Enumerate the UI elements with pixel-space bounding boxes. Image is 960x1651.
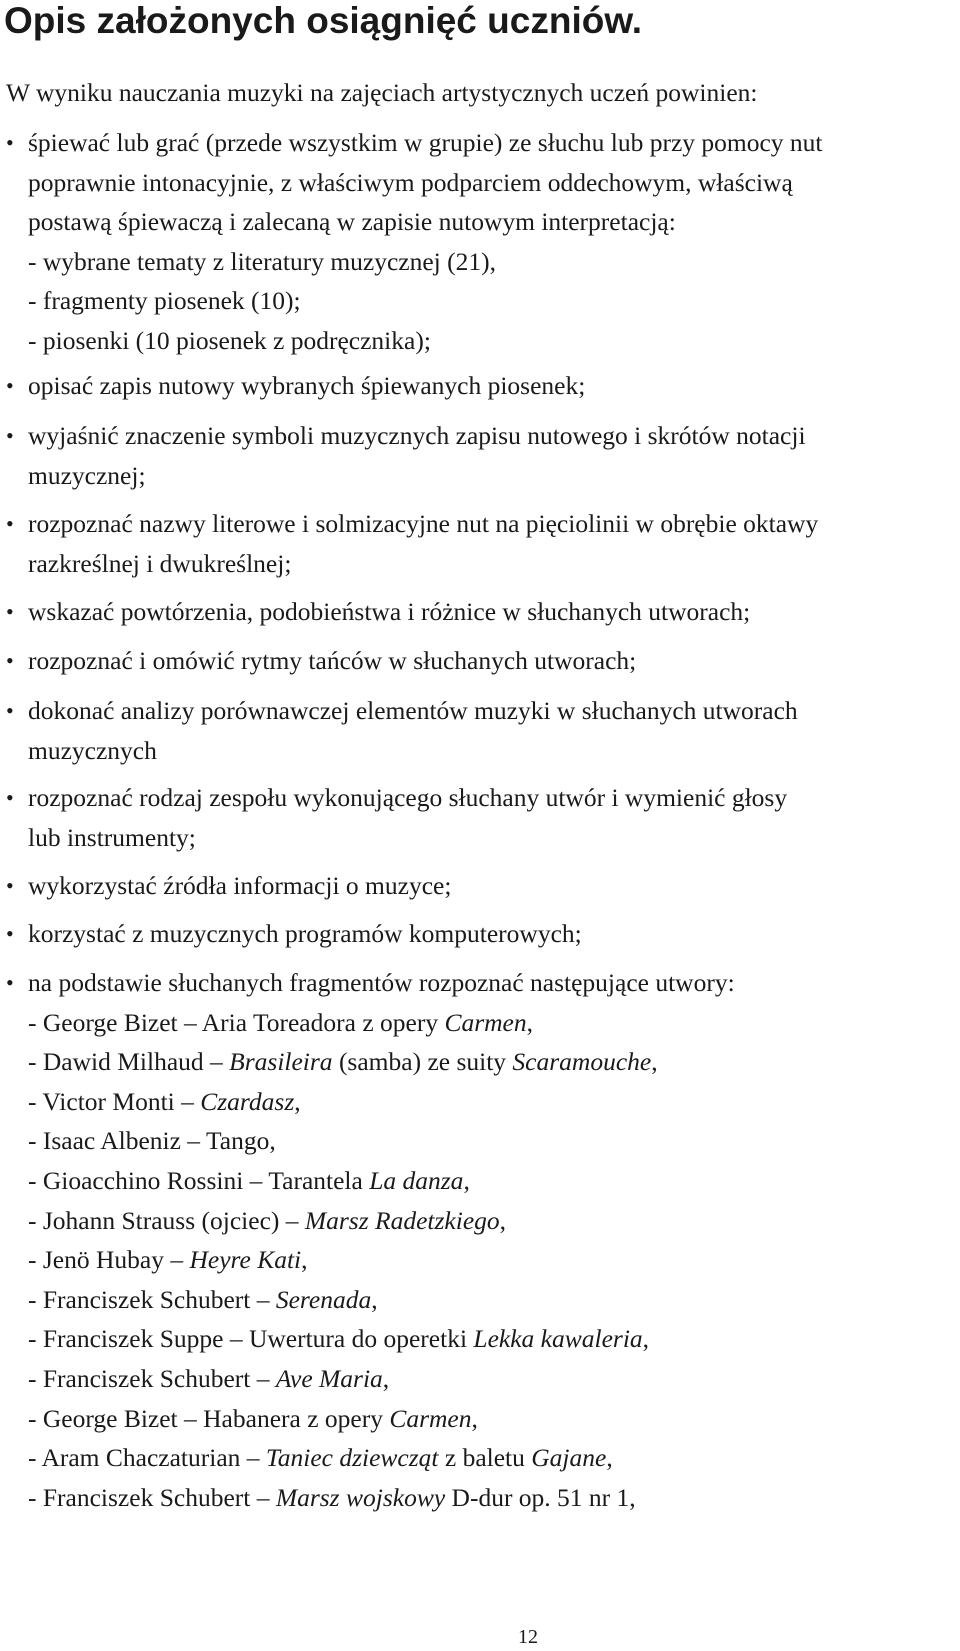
text-segment: , <box>463 1166 470 1195</box>
italic-title-text: Gajane <box>531 1443 607 1473</box>
text-segment: , <box>499 1205 507 1235</box>
bullet-icon: • <box>6 970 14 995</box>
list-item-line <box>28 241 496 283</box>
list-item-line <box>28 503 818 545</box>
text-segment: - Franciszek Suppe – Uwertura do operetki <box>28 1324 474 1354</box>
list-item-line <box>28 777 787 819</box>
text-segment: - wybrane tematy z literatury muzycznej (21), <box>28 246 497 276</box>
text-segment: , <box>371 1284 378 1314</box>
text-segment: muzycznych <box>28 735 157 765</box>
list-item-line <box>28 1398 478 1440</box>
text-segment: , <box>606 1443 613 1473</box>
list-item-line <box>28 690 798 732</box>
list-item-line <box>28 543 291 585</box>
list-item-line <box>28 1002 533 1044</box>
text-segment: - piosenki (10 piosenek z podręcznika); <box>28 326 431 355</box>
text-segment: (samba) ze suity <box>332 1047 513 1077</box>
list-item-line <box>28 817 196 859</box>
text-segment: - fragmenty piosenek (10); <box>28 286 301 316</box>
page-title: Opis założonych osiągnięć uczniów. <box>4 0 643 41</box>
text-segment: - George Bizet – Aria Toreadora z opery <box>28 1007 445 1037</box>
text-segment: korzystać z muzycznych programów komputerowych; <box>28 919 582 948</box>
italic-title-text: Marsz Radetzkiego <box>304 1205 500 1235</box>
list-item-line <box>28 1437 613 1479</box>
bullet-icon: • <box>6 511 14 536</box>
list-item-line <box>28 1081 301 1123</box>
list-item-line <box>28 455 146 497</box>
text-segment: na podstawie słuchanych fragmentów rozpoznać następujące utwory: <box>28 968 735 997</box>
list-item-line <box>28 962 735 1004</box>
text-segment: - Aram Chaczaturian – <box>28 1443 266 1473</box>
text-segment: D-dur op. 51 nr 1, <box>445 1482 636 1512</box>
text-segment: - George Bizet – Habanera z opery <box>28 1403 390 1433</box>
text-segment: wykorzystać źródła informacji o muzyce; <box>28 871 452 900</box>
italic-title-text: La danza <box>369 1166 464 1195</box>
page-number: 12 <box>518 1626 538 1648</box>
list-item-line <box>28 162 793 204</box>
text-segment: rozpoznać i omówić rytmy tańców w słuchanych utworach; <box>28 646 637 675</box>
bullet-icon: • <box>6 648 14 673</box>
text-segment: razkreślnej i dwukreślnej; <box>28 548 292 578</box>
bullet-icon: • <box>6 873 14 898</box>
list-item-line <box>28 1279 378 1321</box>
list-item-line <box>28 415 806 457</box>
list-item-line <box>28 201 676 243</box>
italic-title-text: Serenada <box>275 1284 372 1314</box>
italic-title-text: Czardasz <box>200 1086 295 1116</box>
bullet-icon: • <box>6 373 14 398</box>
list-item-line <box>28 730 157 772</box>
text-segment: - Dawid Milhaud – <box>28 1047 230 1077</box>
text-segment: - Franciszek Schubert – <box>28 1364 276 1393</box>
text-segment: - Franciszek Schubert – <box>28 1284 276 1314</box>
text-segment: , <box>526 1007 533 1037</box>
list-item-line <box>28 1477 636 1519</box>
bullet-icon: • <box>6 599 14 624</box>
text-segment: - Gioacchino Rossini – Tarantela <box>28 1166 370 1195</box>
text-segment: opisać zapis nutowy wybranych śpiewanych piosenek; <box>28 371 586 400</box>
italic-title-text: Ave Maria <box>275 1364 383 1393</box>
list-item-line <box>28 1318 649 1360</box>
list-item-line <box>28 1358 389 1400</box>
list-item-line <box>28 1160 470 1202</box>
text-segment: dokonać analizy porównawczej elementów muzyki w słuchanych utworach <box>28 696 798 725</box>
text-segment: lub instrumenty; <box>28 822 196 852</box>
list-item-line <box>28 913 582 955</box>
text-segment: - Victor Monti – <box>28 1086 201 1116</box>
text-segment: rozpoznać nazwy literowe i solmizacyjne nut na pięciolinii w obrębie oktawy <box>28 509 819 538</box>
text-segment: - Isaac Albeniz – Tango, <box>28 1126 276 1156</box>
list-item-line <box>28 591 750 633</box>
italic-title-text: Carmen <box>444 1007 527 1037</box>
text-segment: - Johann Strauss (ojciec) – <box>28 1205 305 1235</box>
list-item-line <box>28 1041 658 1083</box>
bullet-icon: • <box>6 130 14 155</box>
text-segment: , <box>471 1403 478 1433</box>
text-segment: wskazać powtórzenia, podobieństwa i różnice w słuchanych utworach; <box>28 597 751 626</box>
bullet-icon: • <box>6 698 14 723</box>
list-item-line <box>28 122 823 164</box>
text-segment: wyjaśnić znaczenie symboli muzycznych zapisu nutowego i skrótów notacji <box>28 421 806 450</box>
text-segment: , <box>642 1324 650 1354</box>
italic-title-text: Marsz wojskowy <box>275 1482 446 1512</box>
list-item-line <box>28 865 451 907</box>
text-segment: z baletu <box>438 1443 532 1473</box>
text-segment: poprawnie intonacyjnie, z właściwym podparciem oddechowym, właściwą <box>28 167 793 197</box>
text-segment: - Jenö Hubay – <box>28 1245 190 1275</box>
list-item-line <box>28 280 301 322</box>
text-segment: śpiewać lub grać (przede wszystkim w grupie) ze słuchu lub przy pomocy nut <box>28 128 823 157</box>
italic-title-text: Carmen <box>389 1403 472 1433</box>
text-segment: , <box>301 1245 308 1275</box>
bullet-icon: • <box>6 921 14 946</box>
text-segment: , <box>382 1364 390 1393</box>
list-item-line <box>28 1239 308 1281</box>
text-segment: , <box>651 1047 658 1077</box>
text-segment: - Franciszek Schubert – <box>28 1482 276 1512</box>
bullet-icon: • <box>6 785 14 810</box>
list-item-line <box>28 365 585 407</box>
italic-title-text: Lekka kawaleria <box>473 1324 643 1354</box>
text-segment: postawą śpiewaczą i zalecaną w zapisie nutowym interpretacją: <box>28 207 676 237</box>
list-item-line <box>28 1200 506 1242</box>
italic-title-text: Heyre Kati <box>189 1245 302 1275</box>
list-item-line <box>28 320 431 362</box>
bullet-icon: • <box>6 423 14 448</box>
intro-paragraph: W wyniku nauczania muzyki na zajęciach artystycznych uczeń powinien: <box>6 78 758 107</box>
list-item-line <box>28 640 636 682</box>
text-segment: muzycznej; <box>28 460 146 490</box>
text-segment: rozpoznać rodzaj zespołu wykonującego słuchany utwór i wymienić głosy <box>28 783 788 812</box>
text-segment: , <box>294 1086 301 1116</box>
italic-title-text: Scaramouche <box>512 1047 652 1077</box>
italic-title-text: Brasileira <box>229 1047 333 1077</box>
italic-title-text: Taniec dziewcząt <box>265 1443 439 1473</box>
list-item-line <box>28 1120 276 1162</box>
